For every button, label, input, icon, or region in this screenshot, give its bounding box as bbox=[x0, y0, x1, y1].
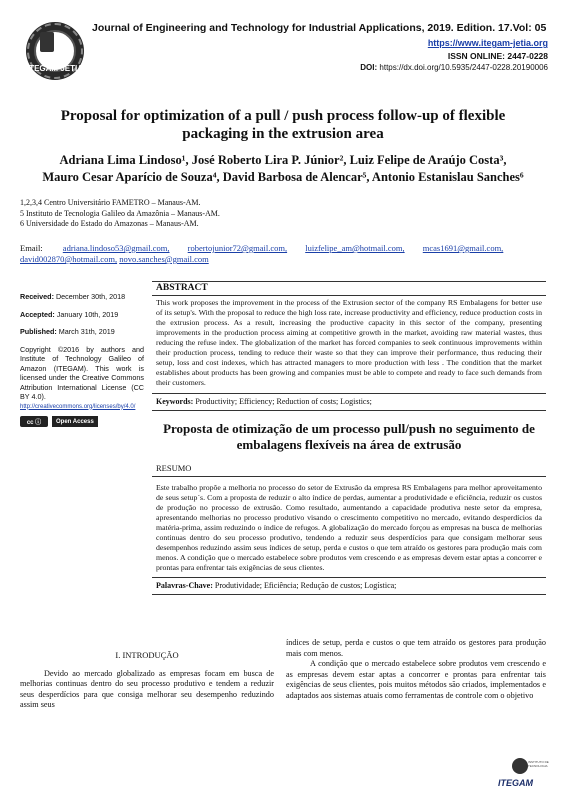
intro-paragraph-continued: índices de setup, perda e custos o que tem atraído os gestores para produção mais com menos. bbox=[286, 638, 546, 658]
email-label: Email: bbox=[20, 243, 43, 253]
authors-line-2: Mauro Cesar Aparício de Souza⁴, David Barbosa de Alencar⁵, Antonio Estanislau Sanches⁶ bbox=[42, 170, 524, 184]
body-left-column bbox=[20, 650, 274, 711]
published-date: Published: March 31th, 2019 bbox=[20, 327, 115, 336]
affiliations bbox=[20, 198, 320, 230]
accepted-date: Accepted: January 10th, 2019 bbox=[20, 309, 119, 319]
resumo-body: Este trabalho propõe a melhoria no processo do setor de Extrusão da empresa RS Embalagens para melhor aproveitamento de seus setup´s. Com a proposta de reduzir o alto índice de perdas, aumentar a produtividade e eficiência, reduzir os custos de produção no processo de extrusão. Como resultado, aumentando a capacidade produtiva neste setor da empresa, apresentando melhorias no processo produtivo visando o crescimento competitivo no mercado, evitando desperdícios da matéria-prima, assim reduzindo o índice de refugos. A globalização do mercado forçou as empresas na busca de melhorias continuas dentro do seu processo produtivo, tendendo a reduzir seus desperdícios para que consigam melhorar seus desempenhos reduzindo assim seus índices de setup, perda e custos o que tem atraído os gestores para produção mais com menos. A condição que o mercado estabelece sobre produtos vem crescendo e as empresas devem estar aptas a concorrer e prontas para enfrentar tais exigências de seus clientes. bbox=[156, 483, 542, 572]
author-emails bbox=[20, 243, 546, 265]
affiliation-1: 1,2,3,4 Centro Universitário FAMETRO – Manaus-AM. bbox=[20, 198, 201, 207]
email-link[interactable]: adriana.lindoso53@gmail.com, bbox=[62, 243, 170, 253]
email-link[interactable]: novo.sanches@gmail.com bbox=[119, 254, 209, 264]
email-link[interactable]: luizfelipe_am@hotmail.com, bbox=[305, 243, 405, 253]
paper-title: Proposal for optimization of a pull / push process follow-up of flexible packaging in the extrusion area bbox=[60, 108, 506, 142]
affiliation-3: 6 Universidade do Estado do Amazonas – Manaus-AM. bbox=[20, 219, 199, 228]
footer-logo-word: ITEGAM bbox=[498, 778, 533, 788]
affiliation-2: 5 Instituto de Tecnologia Galileo da Amazônia – Manaus-AM. bbox=[20, 208, 220, 218]
palavras-chave: Palavras-Chave: Produtividade; Eficiência; Redução de custos; Logística; bbox=[152, 577, 546, 595]
abstract-section bbox=[152, 281, 546, 394]
issn: ISSN ONLINE: 2447-0228 bbox=[447, 51, 548, 61]
footer-logo bbox=[498, 758, 549, 792]
intro-paragraph: Devido ao mercado globalizado as empresas focam em busca de melhorias continuas dentro do seu processo produtivo e tendem a reduzir seus desperdícios para que consiga melhorar seu desempenho reduzindo assim seus bbox=[20, 668, 274, 709]
portuguese-title: Proposta de otimização de um processo pull/push no seguimento de embalagens flexíveis na área de extrusão bbox=[163, 421, 535, 452]
doi: DOI: https://dx.doi.org/10.5935/2447-0228.20190006 bbox=[360, 63, 548, 72]
abstract-body: This work proposes the improvement in the process of the Extrusion sector of the company RS Embalagens for better use of its setup's. With the proposal to reduce the high loss rate, increase productivity and efficiency, reduce production costs in the extrusion process. As a result, increasing the productive capacity in this sector of the company, presenting improvements in the production process aiming at competitive growth in the market, avoiding raw material wastes, thus reducing the refuse index. The globalization of the market has forced companies to seek continuous improvements within their production process, tending to reduce their waste so that they can improve their performance, thus reducing their setup, loss and cost indexes, which has attracted managers to more production with less . The condition that the market establishes about products has been growing and companies must be able to compete and ready to face such demands from their customers. bbox=[152, 295, 546, 393]
cc-by-badge: cc ⓘ bbox=[20, 416, 48, 427]
open-access-badge: Open Access bbox=[52, 416, 98, 427]
body-right-column bbox=[286, 638, 546, 701]
keywords: Keywords: Productivity; Efficiency; Reduction of costs; Logistics; bbox=[152, 394, 546, 411]
logo-text: ITEGAM JETIA bbox=[26, 64, 83, 73]
itegam-logo bbox=[26, 22, 84, 88]
footer-logo-caption: INSTITUTO DE TECNOLOGIA bbox=[528, 760, 549, 768]
intro-paragraph-2: A condição que o mercado estabelece sobre produtos vem crescendo e as empresas devem estar aptas a concorrer e prontas para enfrentar tais exigências de seus clientes, pois muitos métodos são criados, implementados e adaptados aos sistemas atuais como ferramentas de controle com o objetivo bbox=[286, 659, 546, 700]
received-date: Received: December 30th, 2018 bbox=[20, 292, 126, 301]
section-heading-introduction: I. INTRODUÇÃO bbox=[115, 650, 179, 660]
journal-url-link[interactable]: https://www.itegam-jetia.org bbox=[427, 38, 548, 48]
footer-logo-seal bbox=[512, 758, 528, 774]
main-column bbox=[152, 281, 546, 595]
license-badges bbox=[20, 416, 144, 427]
authors bbox=[30, 152, 536, 186]
journal-header bbox=[18, 18, 548, 96]
license-link[interactable]: http://creativecommons.org/licenses/by/4.0/ bbox=[20, 403, 136, 410]
email-link[interactable]: david002870@hotmail.com, bbox=[20, 254, 118, 264]
article-info-sidebar bbox=[20, 292, 144, 427]
authors-line-1: Adriana Lima Lindoso¹, José Roberto Lira P. Júnior², Luiz Felipe de Araújo Costa³, bbox=[59, 153, 507, 167]
email-link[interactable]: mcas1691@gmail.com, bbox=[422, 243, 504, 253]
journal-meta bbox=[360, 37, 548, 74]
abstract-heading: ABSTRACT bbox=[156, 283, 208, 293]
journal-title: Journal of Engineering and Technology for Industrial Applications, 2019. Edition. 17.Vol: 05 bbox=[92, 22, 547, 34]
resumo-heading: RESUMO bbox=[152, 463, 546, 477]
email-link[interactable]: robertojunior72@gmail.com, bbox=[187, 243, 288, 253]
copyright-notice: Copyright ©2016 by authors and Institute of Technology Galileo of Amazon (ITEGAM). This work is licensed under the Creative Commons Attribution International License (CC BY 4.0). bbox=[20, 344, 144, 401]
